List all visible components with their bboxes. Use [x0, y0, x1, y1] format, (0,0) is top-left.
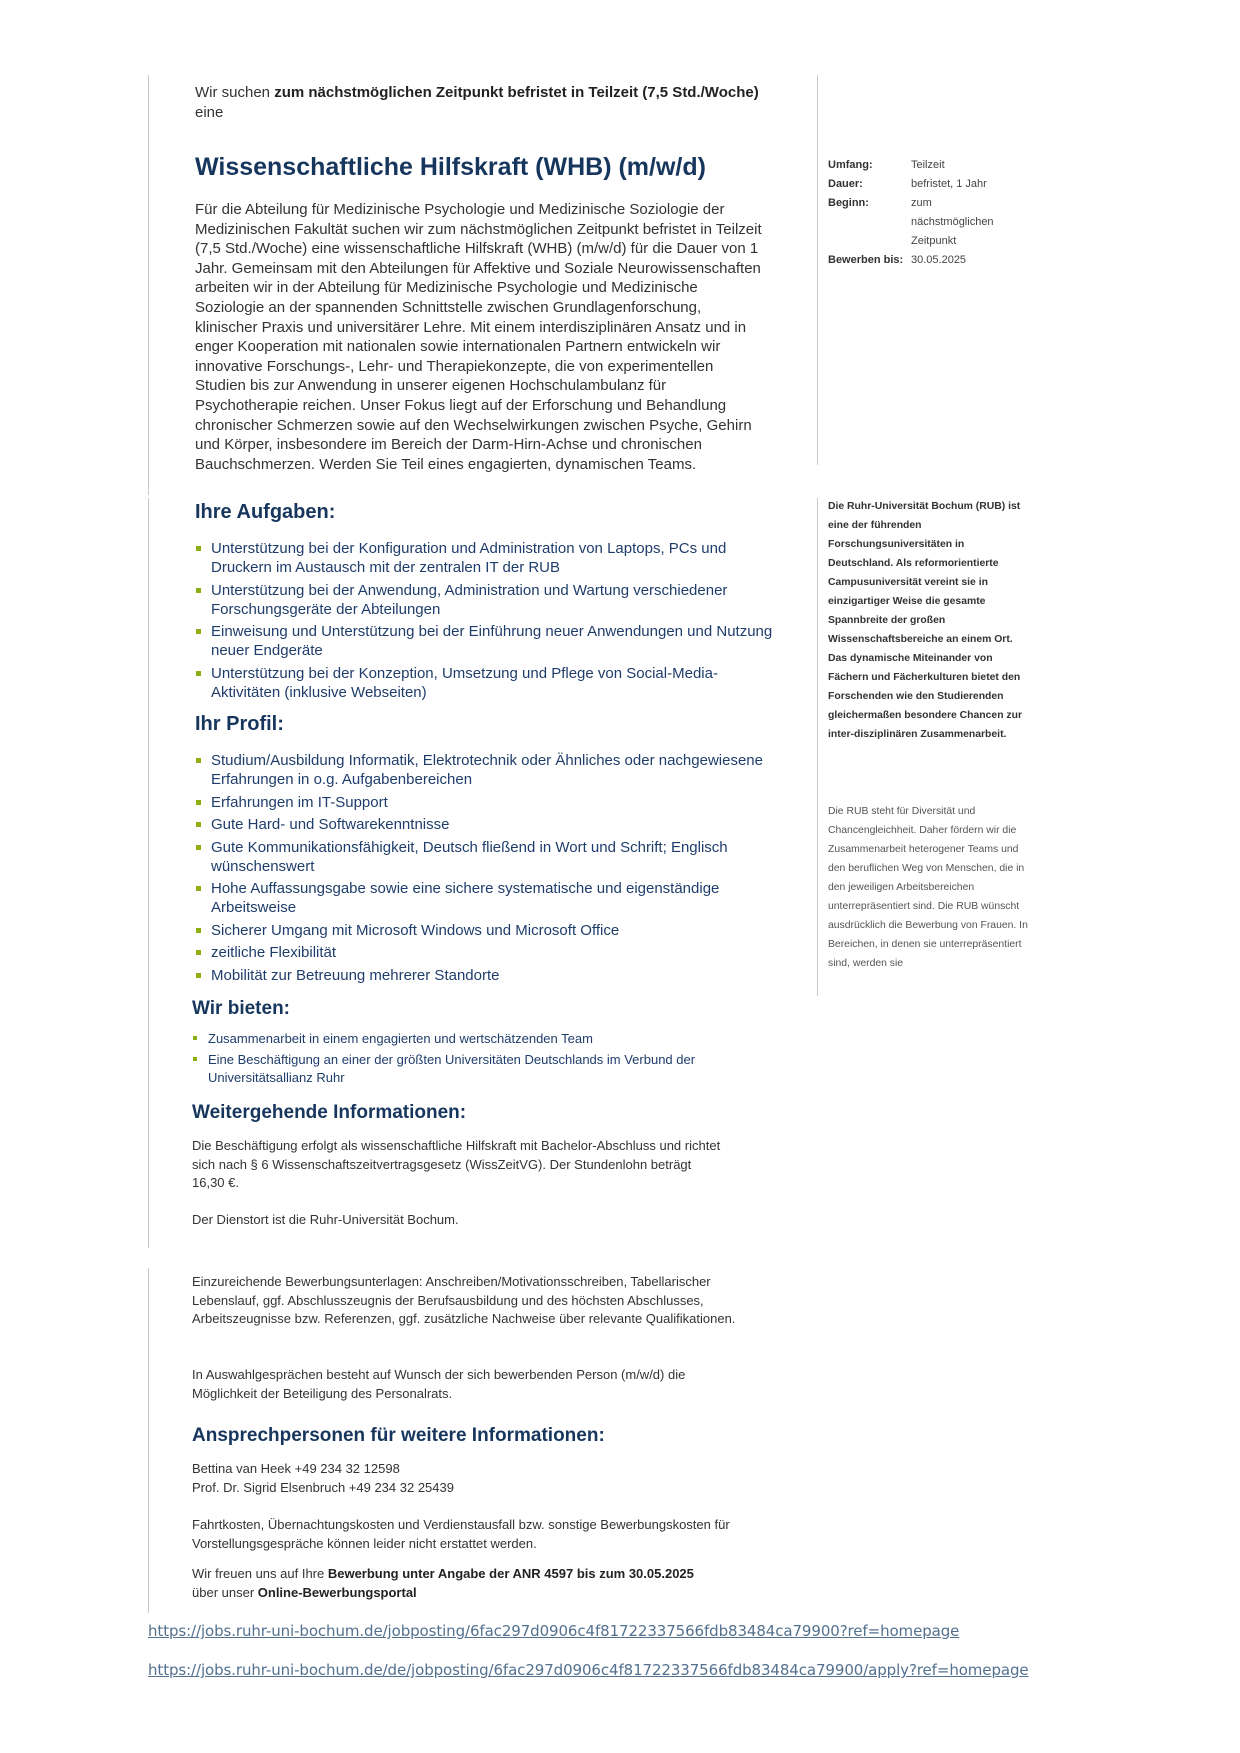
left-rule-offer — [148, 998, 149, 1248]
list-item: Einweisung und Unterstützung bei der Einführung neuer Anwendungen und Nutzung neuer Endgeräte — [195, 622, 775, 660]
info-text: Die Beschäftigung erfolgt als wissenschaftliche Hilfskraft mit Bachelor-Abschluss und richtet sich nach § 6 Wissenschaftszeitvertragsgesetz (WissZeitVG). Der Stundenlohn beträgt 16,30 €. — [192, 1138, 721, 1190]
job-title: Wissenschaftliche Hilfskraft (WHB) (m/w/d) — [195, 153, 706, 181]
application-documents: Einzureichende Bewerbungsunterlagen: Anschreiben/Motivationsschreiben, Tabellarischer Lebenslauf, ggf. Abschlusszeugnis der Berufsausbildung und des höchsten Abschlusses, Arbeitszeugnisse bzw. Referenzen, ggf. zusätzliche Nachweise über relevante Qualifikationen. — [192, 1274, 736, 1326]
list-item: Studium/Ausbildung Informatik, Elektrotechnik oder Ähnliches oder nachgewiesene Erfahrungen in o.g. Aufgabenbereichen — [195, 751, 775, 789]
right-rule-bottom — [817, 498, 818, 996]
fact-row: Umfang: Teilzeit — [828, 159, 945, 171]
left-rule-top — [148, 75, 149, 495]
tasks-list — [195, 539, 775, 705]
contacts-heading: Ansprechpersonen für weitere Informationen: — [192, 1425, 605, 1446]
fact-row: Dauer: befristet, 1 Jahr — [828, 178, 987, 190]
university-about: Die Ruhr-Universität Bochum (RUB) ist eine der führenden Forschungsuniversitäten in Deutschland. Als reformorientierte Campusuniversität vereint sie in einzigartiger Weise die gesamte Spannbreite der großen Wissenschaftsbereiche an einem Ort. Das dynamische Miteinander von Fächern und Fächerkulturen bietet den Forschenden wie den Studierenden gleichermaßen besondere Chancen zur inter-disziplinären Zusammenarbeit. — [828, 501, 1023, 740]
job-description: Für die Abteilung für Medizinische Psychologie und Medizinische Soziologie der Medizinischen Fakultät suchen wir zum nächstmöglichen Zeitpunkt befristet in Teilzeit (7,5 Std./Woche) eine wissenschaftliche Hilfskraft (WHB) (m/w/d) für die Dauer von 1 Jahr. Gemeinsam mit den Abteilungen für Affektive und Soziale Neurowissenschaften arbeiten wir in der Abteilung für Medizinische Psychologie und Medizinische Soziologie an der spannenden Schnittstelle zwischen Grundlagenforschung, klinischer Praxis und universitärer Lehre. Mit einem interdisziplinären Ansatz und in enger Kooperation mit nationalen sowie internationalen Partnern entwickeln wir innovative Forschungs-, Lehr- und Therapiekonzepte, die von experimentellen Studien bis zur Anwendung in unserer eigenen Hochschulambulanz für Psychotherapie reichen. Unser Fokus liegt auf der Erforschung und Behandlung chronischer Schmerzen sowie auf den Wechselwirkungen zwischen Psyche, Gehirn und Körper, insbesondere im Bereich der Darm-Hirn-Achse und chronischen Bauchschmerzen. Werden Sie Teil eines engagierten, dynamischen Teams. — [195, 201, 762, 473]
list-item: Erfahrungen im IT-Support — [195, 793, 775, 812]
job-facts — [828, 156, 1011, 270]
profile-list — [195, 751, 775, 988]
profile-heading: Ihr Profil: — [195, 713, 284, 735]
diversity-statement: Die RUB steht für Diversität und Chancengleichheit. Daher fördern wir die Zusammenarbeit heterogener Teams und den beruflichen Weg von Menschen, die in den jeweiligen Arbeitsbereichen unterrepräsentiert sind. Die RUB wünscht ausdrücklich die Bewerbung von Frauen. In Bereichen, in denen sie unterrepräsentiert sind, werden sie — [828, 806, 1028, 969]
workplace-text: Der Dienstort ist die Ruhr-Universität Bochum. — [192, 1212, 459, 1227]
list-item: Gute Kommunikationsfähigkeit, Deutsch fließend in Wort und Schrift; Englisch wünschenswert — [195, 838, 775, 876]
list-item: Sicherer Umgang mit Microsoft Windows und Microsoft Office — [195, 921, 775, 940]
list-item: Unterstützung bei der Konzeption, Umsetzung und Pflege von Social-Media-Aktivitäten (inklusive Webseiten) — [195, 664, 775, 702]
intro-text: Wir suchen zum nächstmöglichen Zeitpunkt befristet in Teilzeit (7,5 Std./Woche) eine — [195, 84, 759, 121]
tasks-heading: Ihre Aufgaben: — [195, 501, 336, 523]
apply-link[interactable]: https://jobs.ruhr-uni-bochum.de/de/jobposting/6fac297d0906c4f81722337566fdb83484ca79900/apply?ref=homepage — [148, 1661, 1029, 1679]
list-item: Unterstützung bei der Konfiguration und Administration von Laptops, PCs und Druckern im Austausch mit der zentralen IT der RUB — [195, 539, 775, 577]
left-rule-middle — [148, 498, 149, 998]
right-rule-top — [817, 75, 818, 465]
list-item: Mobilität zur Betreuung mehrerer Standorte — [195, 966, 775, 985]
closing-text: Wir freuen uns auf Ihre Bewerbung unter Angabe der ANR 4597 bis zum 30.05.2025 über unser Online-Bewerbungsportal — [192, 1566, 694, 1600]
staff-council-note: In Auswahlgesprächen besteht auf Wunsch der sich bewerbenden Person (m/w/d) die Möglichkeit der Beteiligung des Personalrats. — [192, 1367, 686, 1401]
costs-note: Fahrtkosten, Übernachtungskosten und Verdienstausfall bzw. sonstige Bewerbungskosten für Vorstellungsgespräche können leider nicht erstattet werden. — [192, 1517, 730, 1551]
list-item: Zusammenarbeit in einem engagierten und wertschätzenden Team — [192, 1030, 732, 1048]
offer-heading: Wir bieten: — [192, 998, 290, 1019]
offer-list — [192, 1030, 732, 1089]
fact-row: Bewerben bis: 30.05.2025 — [828, 254, 967, 266]
list-item: Hohe Auffassungsgabe sowie eine sichere systematische und eigenständige Arbeitsweise — [195, 879, 775, 917]
application-portal-link[interactable]: Online-Bewerbungsportal — [257, 1584, 417, 1600]
list-item: zeitliche Flexibilität — [195, 943, 775, 962]
fact-row: Beginn: zum nächstmöglichen Zeitpunkt — [828, 197, 994, 247]
list-item: Eine Beschäftigung an einer der größten Universitäten Deutschlands im Verbund der Universitätsallianz Ruhr — [192, 1051, 732, 1087]
contact-2: Prof. Dr. Sigrid Elsenbruch +49 234 32 25439 — [192, 1480, 454, 1495]
list-item: Gute Hard- und Softwarekenntnisse — [195, 815, 775, 834]
list-item: Unterstützung bei der Anwendung, Administration und Wartung verschiedener Forschungsgeräte der Abteilungen — [195, 581, 775, 619]
left-rule-bottom — [148, 1268, 149, 1613]
posting-link[interactable]: https://jobs.ruhr-uni-bochum.de/jobposting/6fac297d0906c4f81722337566fdb83484ca79900?ref=homepage — [148, 1622, 960, 1640]
contact-1: Bettina van Heek +49 234 32 12598 — [192, 1461, 400, 1476]
info-heading: Weitergehende Informationen: — [192, 1102, 467, 1123]
